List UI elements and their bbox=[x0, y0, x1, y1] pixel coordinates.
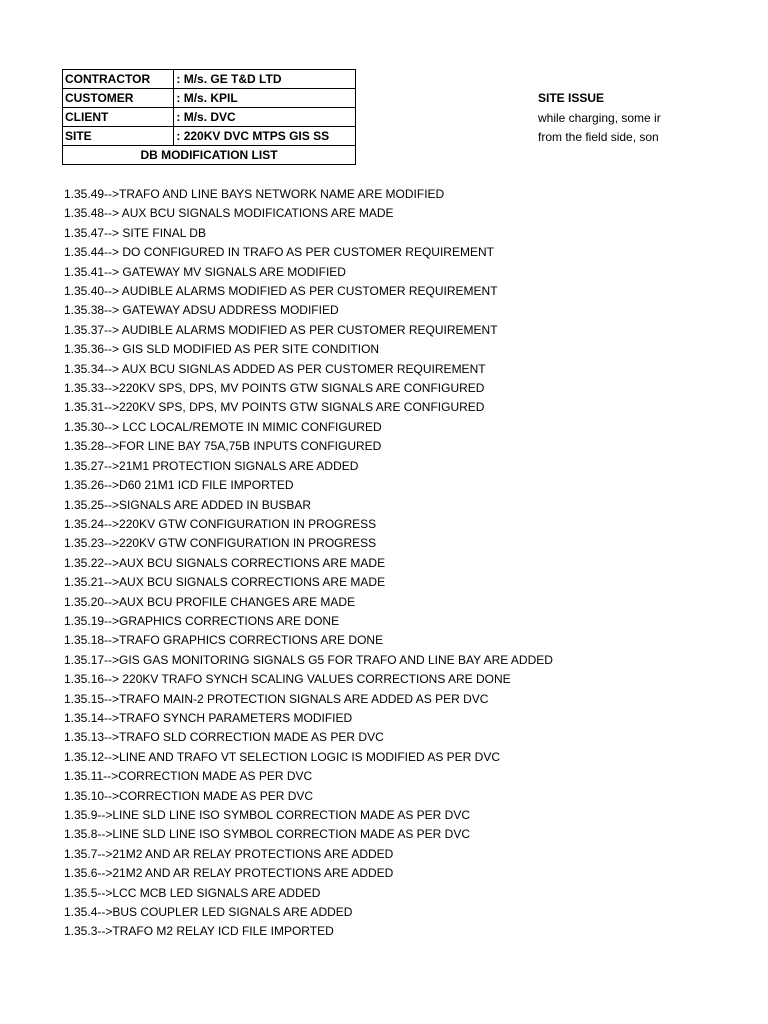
table-row bbox=[63, 89, 356, 108]
list-item: 1.35.9-->LINE SLD LINE ISO SYMBOL CORRECTION MADE AS PER DVC bbox=[64, 808, 471, 822]
customer-label: CUSTOMER bbox=[63, 89, 174, 108]
list-item: 1.35.3-->TRAFO M2 RELAY ICD FILE IMPORTED bbox=[64, 924, 334, 939]
list-item: 1.35.24-->220KV GTW CONFIGURATION IN PROGRESS bbox=[64, 516, 377, 531]
table-row bbox=[63, 146, 356, 165]
list-item: 1.35.27-->21M1 PROTECTION SIGNALS ARE ADDED bbox=[64, 458, 359, 473]
table-row bbox=[63, 127, 356, 146]
list-item: 1.35.4-->BUS COUPLER LED SIGNALS ARE ADDED bbox=[64, 905, 353, 920]
table-title: DB MODIFICATION LIST bbox=[63, 146, 356, 165]
list-item: 1.35.20-->AUX BCU PROFILE CHANGES ARE MADE bbox=[64, 594, 356, 609]
list-item: 1.35.14-->TRAFO SYNCH PARAMETERS MODIFIED bbox=[64, 710, 353, 725]
list-item: 1.35.36--> GIS SLD MODIFIED AS PER SITE CONDITION bbox=[64, 342, 380, 357]
list-item: 1.35.26-->D60 21M1 ICD FILE IMPORTED bbox=[64, 478, 294, 493]
list-item: 1.35.47--> SITE FINAL DB bbox=[64, 225, 206, 240]
list-item: 1.35.21-->AUX BCU SIGNALS CORRECTIONS ARE MADE bbox=[64, 575, 386, 590]
list-item: 1.35.22-->AUX BCU SIGNALS CORRECTIONS ARE MADE bbox=[64, 555, 386, 570]
site-issue-heading: SITE ISSUE bbox=[538, 91, 605, 105]
customer-value: : M/s. KPIL bbox=[174, 89, 356, 108]
list-item: 1.35.23-->220KV GTW CONFIGURATION IN PROGRESS bbox=[64, 536, 377, 551]
list-item: 1.35.8-->LINE SLD LINE ISO SYMBOL CORRECTION MADE AS PER DVC bbox=[64, 827, 471, 842]
list-item: 1.35.7-->21M2 AND AR RELAY PROTECTIONS ARE ADDED bbox=[64, 846, 394, 861]
list-item: 1.35.31-->220KV SPS, DPS, MV POINTS GTW SIGNALS ARE CONFIGURED bbox=[64, 400, 485, 415]
list-item: 1.35.34--> AUX BCU SIGNLAS ADDED AS PER CUSTOMER REQUIREMENT bbox=[64, 361, 486, 376]
table-row bbox=[63, 108, 356, 127]
modification-list bbox=[64, 185, 553, 942]
list-item: 1.35.25-->SIGNALS ARE ADDED IN BUSBAR bbox=[64, 497, 312, 512]
project-info-table bbox=[62, 69, 356, 165]
client-label: CLIENT bbox=[63, 108, 174, 127]
list-item: 1.35.49-->TRAFO AND LINE BAYS NETWORK NAME ARE MODIFIED bbox=[64, 187, 445, 201]
list-item: 1.35.16--> 220KV TRAFO SYNCH SCALING VALUES CORRECTIONS ARE DONE bbox=[64, 672, 511, 687]
list-item: 1.35.15-->TRAFO MAIN-2 PROTECTION SIGNALS ARE ADDED AS PER DVC bbox=[64, 691, 489, 706]
site-label: SITE bbox=[63, 127, 174, 146]
contractor-value: : M/s. GE T&D LTD bbox=[174, 70, 356, 89]
list-item: 1.35.41--> GATEWAY MV SIGNALS ARE MODIFIED bbox=[64, 264, 346, 279]
site-issue-line: while charging, some ir bbox=[538, 110, 661, 125]
list-item: 1.35.6-->21M2 AND AR RELAY PROTECTIONS ARE ADDED bbox=[64, 866, 394, 881]
list-item: 1.35.10-->CORRECTION MADE AS PER DVC bbox=[64, 788, 314, 803]
site-issue-block bbox=[538, 89, 667, 148]
list-item: 1.35.48--> AUX BCU SIGNALS MODIFICATIONS ARE MADE bbox=[64, 206, 394, 221]
list-item: 1.35.40--> AUDIBLE ALARMS MODIFIED AS PER CUSTOMER REQUIREMENT bbox=[64, 284, 498, 299]
list-item: 1.35.44--> DO CONFIGURED IN TRAFO AS PER CUSTOMER REQUIREMENT bbox=[64, 245, 494, 260]
list-item: 1.35.38--> GATEWAY ADSU ADDRESS MODIFIED bbox=[64, 303, 339, 318]
list-item: 1.35.30--> LCC LOCAL/REMOTE IN MIMIC CONFIGURED bbox=[64, 419, 382, 434]
list-item: 1.35.5-->LCC MCB LED SIGNALS ARE ADDED bbox=[64, 885, 321, 900]
list-item: 1.35.33-->220KV SPS, DPS, MV POINTS GTW SIGNALS ARE CONFIGURED bbox=[64, 381, 485, 396]
list-item: 1.35.17-->GIS GAS MONITORING SIGNALS G5 FOR TRAFO AND LINE BAY ARE ADDED bbox=[64, 652, 553, 667]
list-item: 1.35.19-->GRAPHICS CORRECTIONS ARE DONE bbox=[64, 613, 340, 628]
list-item: 1.35.12-->LINE AND TRAFO VT SELECTION LOGIC IS MODIFIED AS PER DVC bbox=[64, 749, 501, 764]
list-item: 1.35.11-->CORRECTION MADE AS PER DVC bbox=[64, 769, 313, 784]
site-value: : 220KV DVC MTPS GIS SS bbox=[174, 127, 356, 146]
list-item: 1.35.28-->FOR LINE BAY 75A,75B INPUTS CONFIGURED bbox=[64, 439, 382, 454]
list-item: 1.35.37--> AUDIBLE ALARMS MODIFIED AS PER CUSTOMER REQUIREMENT bbox=[64, 322, 498, 337]
list-item: 1.35.18-->TRAFO GRAPHICS CORRECTIONS ARE DONE bbox=[64, 633, 384, 648]
site-issue-line: from the field side, son bbox=[538, 130, 659, 144]
client-value: : M/s. DVC bbox=[174, 108, 356, 127]
list-item: 1.35.13-->TRAFO SLD CORRECTION MADE AS PER DVC bbox=[64, 730, 384, 745]
contractor-label: CONTRACTOR bbox=[63, 70, 174, 89]
table-row bbox=[63, 70, 356, 89]
